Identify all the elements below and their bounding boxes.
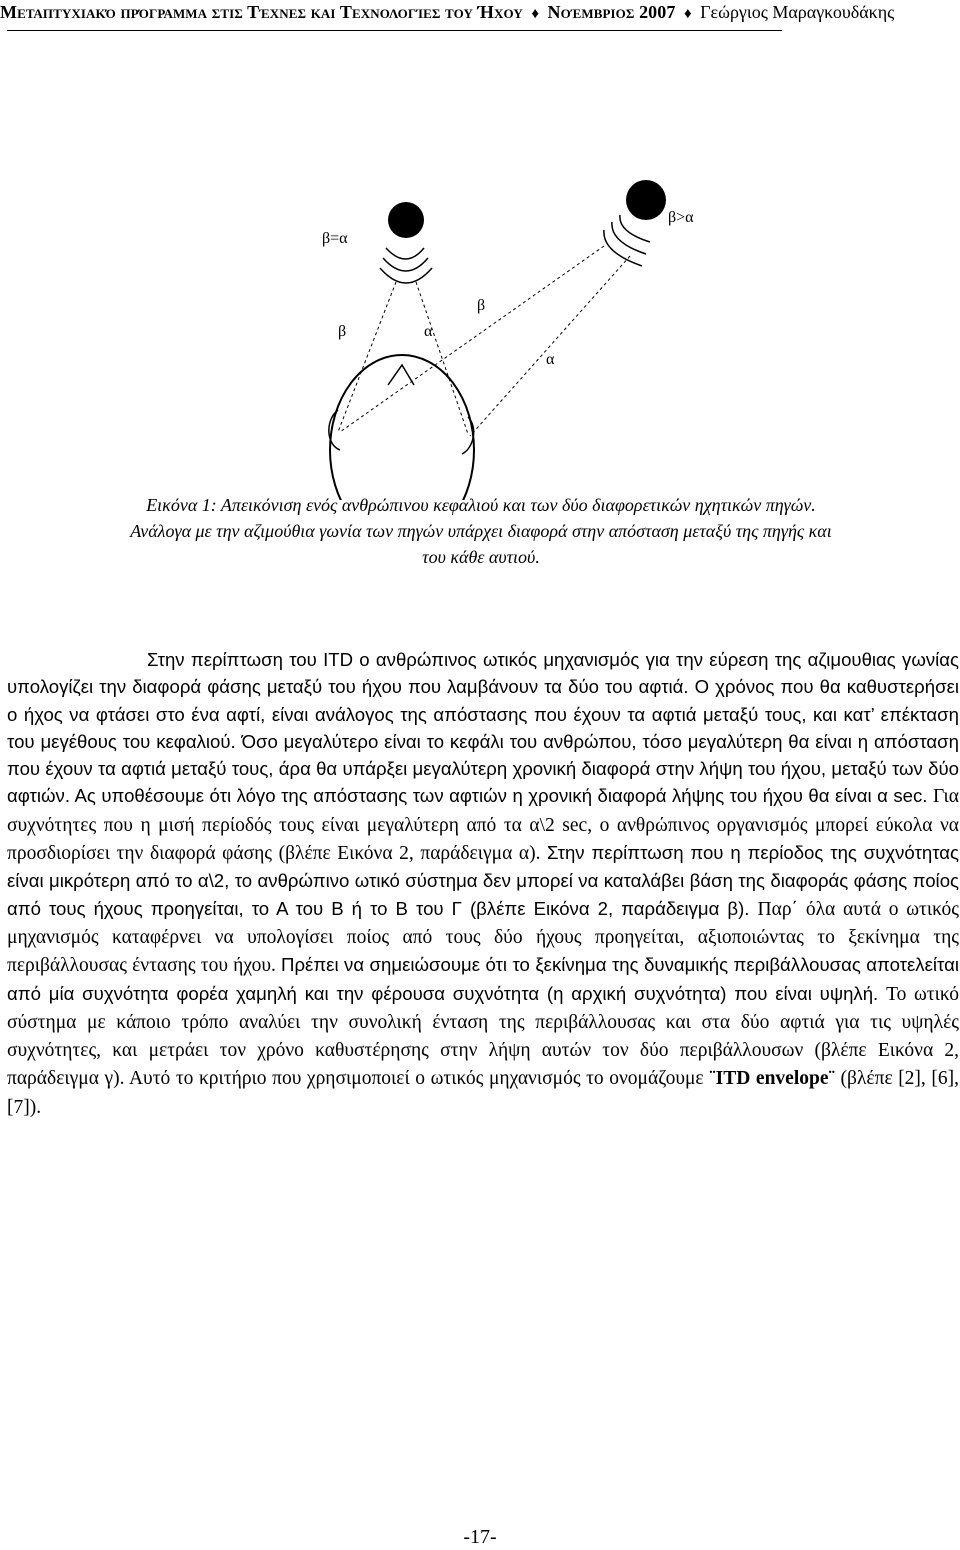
ray-lines-left bbox=[338, 282, 468, 434]
body-text-part5: Παρ΄ όλα αυτά ο ωτικός μηχανισμός καταφέρνει να υπολογίσει ποίος από τους δύο ήχους προηγείται, αξιοποιώντας το ξεκίνημα της περιβάλλουσας έντασης του ήχου. bbox=[7, 898, 959, 977]
label-beta-equals-alpha: β=α bbox=[322, 230, 348, 247]
sound-source-right bbox=[626, 180, 666, 220]
label-beta-greater-alpha: β>α bbox=[668, 209, 694, 226]
sound-waves-left bbox=[380, 248, 432, 283]
label-left-beta: β bbox=[338, 323, 347, 340]
body-text-part1: Στην περίπτωση του ITD ο ανθρώπινος ωτικός μηχανισμός για την εύρεση της αζιμουθιας γωνίας υπολογίζει την διαφορά φάσης μεταξύ του ήχου που λαμβάνουν τα δύο του αφτιά. Ο χρόνος που θα καθυστερήσει ο ήχος να φτάσει στο ένα αφτί, είναι ανάλογος της απόστασης που έχουν τα αφτιά μεταξύ τους, και κατ’ επέκταση του μεγέθους του κεφαλιού. bbox=[7, 649, 959, 752]
diamond-separator-icon: ♦ bbox=[683, 6, 692, 22]
running-header bbox=[0, 0, 960, 26]
right-ear bbox=[462, 417, 474, 454]
label-right-beta: β bbox=[477, 297, 486, 314]
head-diagram bbox=[0, 170, 960, 500]
diamond-separator-icon: ♦ bbox=[531, 6, 540, 22]
body-text-part3: Για συχνότητες που η μισή περίοδός τους είναι μεγαλύτερη από τα α\2 sec, ο ανθρώπινος οργανισμός μπορεί εύκολα να προσδιορίσει την διαφορά φάσης (βλέπε Εικόνα 2, παράδειγμα α). bbox=[7, 786, 959, 865]
sound-waves-right bbox=[604, 215, 650, 266]
ray-lines-right bbox=[340, 246, 630, 436]
head-outline bbox=[330, 355, 474, 500]
body-paragraph bbox=[7, 646, 959, 1121]
itd-envelope-term: ¨ITD envelope¨ bbox=[709, 1068, 835, 1090]
sound-source-left bbox=[388, 202, 424, 238]
figure-head-sources bbox=[0, 170, 960, 500]
header-program: Μεταπτυχιακό πρόγραμμα στις Τέχνες και Τεχνολογίες του Ήχου bbox=[0, 2, 523, 22]
body-text-part6: Πρέπει να σημειώσουμε ότι το ξεκίνημα της δυναμικής περιβάλλουσας αποτελείται από μία συχνότητα φορέα χαμηλή και την φέρουσα συχνότητα (η αρχική συχνότητα) που είναι υψηλή. bbox=[7, 954, 959, 1004]
body-text-part7: Το ωτικό σύστημα με κάποιο τρόπο αναλύει την συνολική ένταση της περιβάλλουσας και στα δύο αφτιά για τις υψηλές συχνότητες, και μετράει τον χρόνο καθυστέρησης στην λήψη αυτών τον δύο περιβάλλουσων (βλέπε Εικόνα 2, παράδειγμα γ). bbox=[7, 983, 960, 1090]
figure-caption: Εικόνα 1: Απεικόνιση ενός ανθρώπινου κεφαλιού και των δύο διαφορετικών ηχητικών πηγών. Ανάλογα με την αζιμούθια γωνία των πηγών υπάρχει διαφορά στην απόσταση μεταξύ της πηγής και του κάθε αυτιού. bbox=[130, 495, 832, 567]
page-number: -17- bbox=[463, 1526, 497, 1548]
header-author: Γεώργιος Μαραγκουδάκης bbox=[700, 2, 895, 22]
body-text-part9: (βλέπε [2], [6], [7]). bbox=[7, 1068, 959, 1118]
label-left-alpha: α bbox=[424, 323, 433, 340]
header-rule bbox=[7, 30, 782, 31]
label-right-alpha: α bbox=[546, 351, 555, 368]
body-text-part2: Όσο μεγαλύτερο είναι το κεφάλι του ανθρώπου, τόσο μεγαλύτερη θα είναι η απόσταση που έχουν τα αφτιά μεταξύ τους, άρα θα υπάρξει μεγαλύτερη χρονική διαφορά στην λήψη του ήχου, μεταξύ των δύο αφτιών. Ας υποθέσουμε ότι λόγο της απόστασης των αφτιών η χρονική διαφορά λήψης του ήχου θα είναι α sec. bbox=[7, 730, 959, 807]
header-date: Νοέμβριος 2007 bbox=[547, 2, 676, 22]
body-text-part8: Αυτό το κριτήριο που χρησιμοποιεί ο ωτικός μηχανισμός το ονομάζουμε bbox=[128, 1068, 710, 1090]
body-text-part4: Στην περίπτωση που η περίοδος της συχνότητας είναι μικρότερη από το α\2, το ανθρώπινο ωτικό σύστημα δεν μπορεί να καταλάβει βάση της διαφοράς φάσης ποίος από τους ήχους προηγείται, το Α του Β ή το Β του Γ (βλέπε Εικόνα 2, παράδειγμα β). bbox=[7, 842, 959, 919]
